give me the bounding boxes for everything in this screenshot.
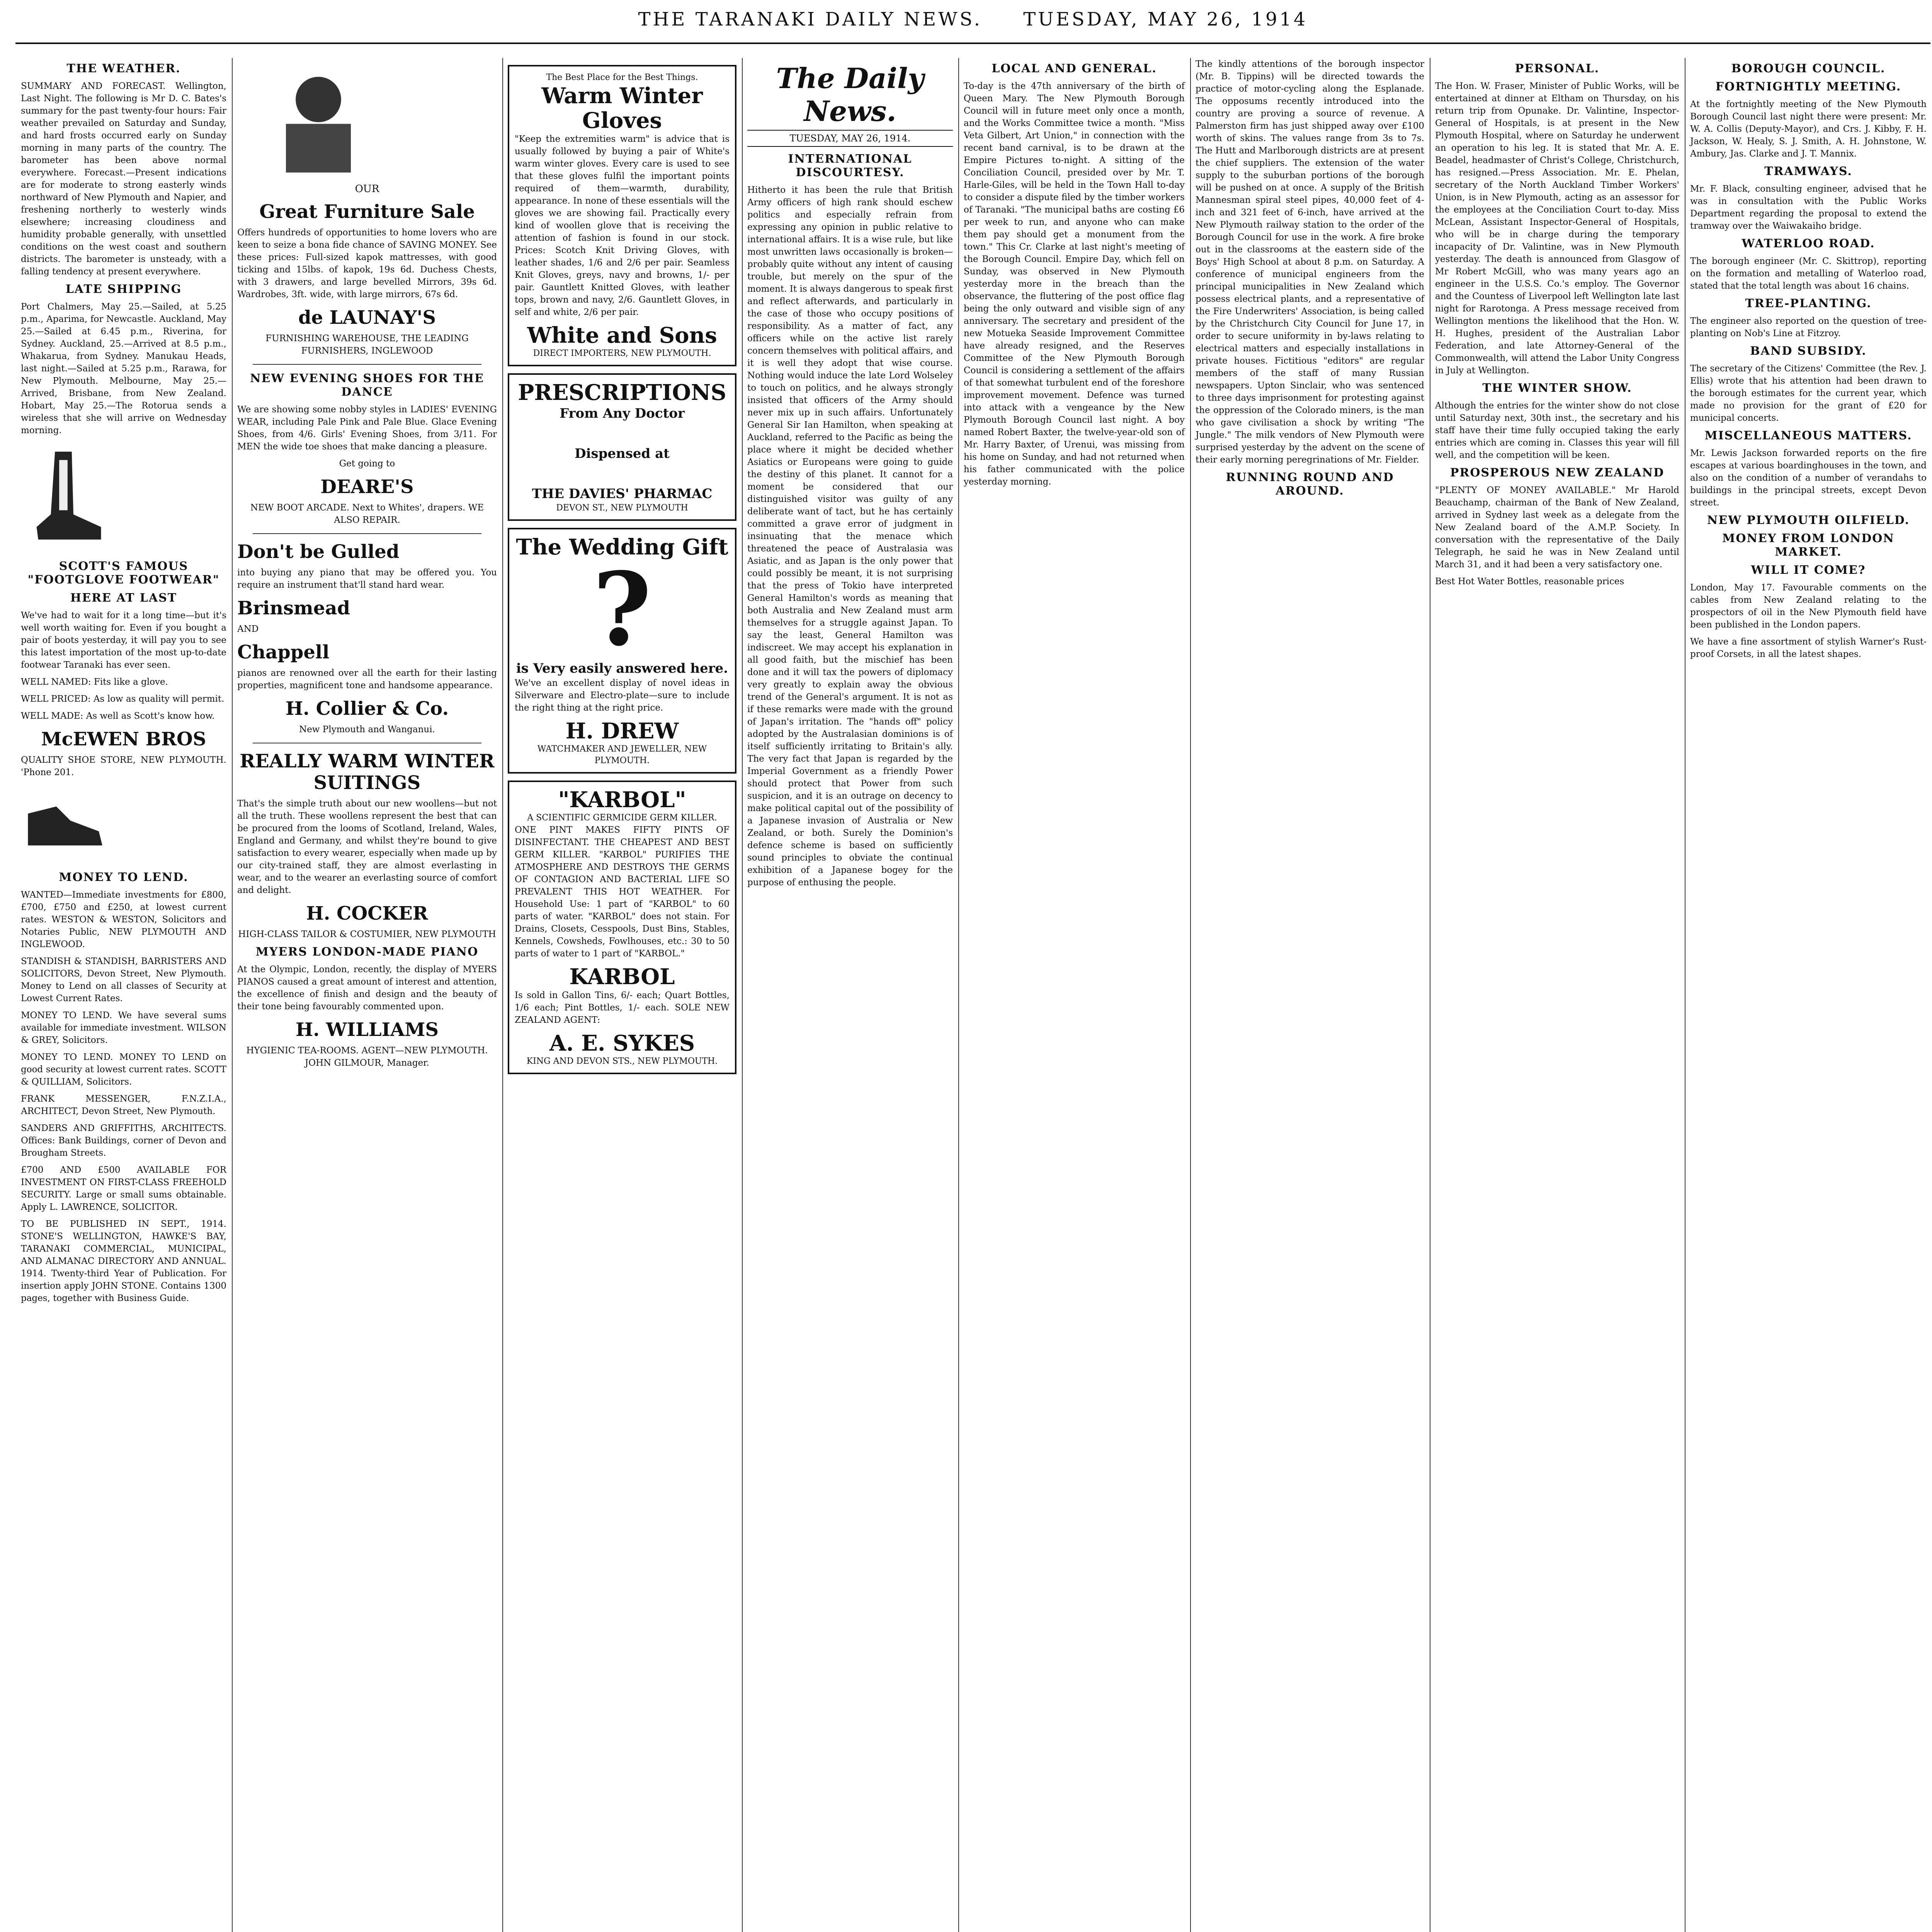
tramways-heading: TRAMWAYS. [1764,165,1852,178]
sanders-ad: SANDERS AND GRIFFITHS, ARCHITECTS. Offices: Bank Buildings, corner of Devon and Brougham Streets. [21,1123,226,1158]
white-sons-sub: DIRECT IMPORTERS, NEW PLYMOUTH. [533,349,711,358]
karbol-text: ONE PINT MAKES FIFTY PINTS OF DISINFECTANT. THE CHEAPEST AND BEST GERM KILLER. "KARBOL" PURIFIES THE ATMOSPHERE AND DESTROYS THE GERMS OF CONTAGION AND BACTERIAL LIFE SO PREVALENT THIS HOT WEATHER. For Household Use: 1 part of "KARBOL" to 60 parts of water. "KARBOL" does not stain. For Drains, Closets, Cesspools, Dust Bins, Stables, Kennels, Cowsheds, Fowlhouses, etc.: 30 to 50 parts of water to 1 part of "KARBOL." [515,825,730,959]
suitings-text: That's the simple truth about our new woollens—but not all the truth. These woollens represent the best that can be procured from the looms of Scotland, Ireland, Wales, England and Germany, and whilst they're bound to give satisfaction to every wearer, especially when made up by our city-trained staff, they are almost everlasting in wear, and to the wearer an everlasting source of comfort and delight. [237,799,497,895]
standish-ad: STANDISH & STANDISH, BARRISTERS AND SOLICITORS, Devon Street, New Plymouth. Money to Lend on all classes of Security at Lowest Current Rates. [21,956,226,1003]
band-text: The secretary of the Citizens' Committee (the Rev. J. Ellis) wrote that his attention had been drawn to the borough estimates for the current year, which made no provision for the grant of £20 for municipal concerts. [1690,364,1927,423]
hot-water-bottles: Best Hot Water Bottles, reasonable prices [1435,577,1624,587]
gulled-text: into buying any piano that may be offered you. You require an instrument that'll stand hard wear. [237,568,497,590]
well-named: WELL NAMED: Fits like a glove. [21,677,168,687]
messenger-ad: FRANK MESSENGER, F.N.Z.I.A., ARCHITECT, Devon Street, New Plymouth. [21,1094,226,1116]
chappell: Chappell [237,641,330,663]
deare-pre: Get going to [339,459,395,469]
karbol-ad [508,781,736,1074]
borough-sub: FORTNIGHTLY MEETING. [1715,80,1901,94]
column-5 [958,58,1190,1932]
well-made: WELL MADE: As well as Scott's know how. [21,711,215,721]
misc-text: Mr. Lewis Jackson forwarded reports on the fire escapes at various boardinghouses in the town, and also on the condition of a number of verandahs to buildings in the principal streets, except Devon street. [1690,448,1927,508]
masthead-title: THE TARANAKI DAILY NEWS. [638,9,982,30]
personal-text: The Hon. W. Fraser, Minister of Public Works, will be entertained at dinner at Eltham on Thursday, on his return trip from Opunake. Dr. Valintine, Inspector-General of Hospitals, is at present in the New Plymouth Hospital, where on Saturday he underwent an operation to his leg. It is stated that Mr. A. E. Beadel, headmaster of Christ's College, Christchurch, has resigned.—Press Association. Mr. E. Phelan, secretary of the North Auckland Timber Workers' Union, is in New Plymouth, acting as an assessor for the employees at the Conciliation Court to-day. Miss McLean, Assistant Inspector-General of Hospitals, who will be in charge during the temporary incapacity of Dr. Valintine, was in New Plymouth yesterday. The death is announced from Glasgow of Mr Robert McGill, who was many years ago an engineer in the U.S.S. Co.'s employ. The Governor and the Countess of Liverpool left Wellington late last night for Rarotonga. A Press message received from Wellington mentions the likelihood that the Hon. W. H. Hughes, president of the Australian Labor Federation, and late Attorney-General of the Commonwealth, will attend the Labor Unity Congress in July at Wellington. [1435,81,1679,376]
column-3 [502,58,742,1932]
davies-pharmacy: THE DAVIES' PHARMAC [532,486,713,502]
gloves-text: "Keep the extremities warm" is advice that is usually followed by buying a pair of White's warm winter gloves. Every care is used to see that these gloves fulfil the important points required of them—warmth, durability, appearance. In none of these essentials will the gloves we are showing fail. Practically every kind of woollen glove that is receiving the attention of fashion is found in our stock. Prices: Scotch Knit Driving Gloves, with leather shades, 1/6 and 2/6 per pair. Seamless Knit Gloves, greys, navy and browns, 1/- per pair. Gauntlett Knitted Gloves, with leather tops, brown and navy, 2/6. Gauntlett Gloves, in self and white, 2/6 per pair. [515,134,730,317]
weather-heading: THE WEATHER. [66,62,181,75]
band-heading: BAND SUBSIDY. [1750,344,1867,358]
furniture-heading: Great Furniture Sale [259,201,475,223]
karbol-sub: A SCIENTIFIC GERMICIDE GERM KILLER. [527,813,717,823]
myers-text: At the Olympic, London, recently, the display of MYERS PIANOS caused a great amount of interest and attention, the excellence of finish and design and the beauty of their tone being favourably commented upon. [237,964,497,1012]
gloves-heading: Warm Winter Gloves [541,83,703,133]
cocker-name: H. COCKER [306,903,428,924]
wedding-ad [508,528,736,774]
sykes-name: A. E. SYKES [549,1031,695,1056]
cocker-sub: HIGH-CLASS TAILOR & COSTUMIER, NEW PLYMOUTH [238,929,496,939]
waterloo-heading: WATERLOO ROAD. [1742,237,1875,250]
nameplate: The Daily News. [776,62,924,128]
winter-show-heading: THE WINTER SHOW. [1482,381,1632,395]
masthead-date: TUESDAY, MAY 26, 1914 [1023,9,1308,30]
suitings-heading: REALLY WARM WINTER SUITINGS [240,750,495,794]
launay-sub: FURNISHING WAREHOUSE, THE LEADING FURNISHERS, INGLEWOOD [265,333,469,356]
wedding-heading: The Wedding Gift [516,534,728,560]
prescriptions: PRESCRIPTIONS [518,380,726,405]
investment-ad: £700 AND £500 AVAILABLE FOR INVESTMENT ON FIRST-CLASS FREEHOLD SECURITY. Large or small sums obtainable. Apply L. LAWRENCE, SOLICITOR. [21,1165,226,1212]
gulled-heading: Don't be Gulled [237,541,400,563]
shoe-illustration [21,789,106,859]
winter-show-text: Although the entries for the winter show do not close until Saturday next, 30th inst., the secretary and his staff have their time fully occupied taking the early entries which are coming in. Classes this year will fill well, and the competition will be keen. [1435,401,1679,460]
evening-shoes-heading: NEW EVENING SHOES FOR THE DANCE [250,372,484,399]
oilfield-sub: MONEY FROM LONDON MARKET. [1722,532,1895,559]
footglove-text: We've had to wait for it a long time—but it's well worth waiting for. Even if you bought a pair of boots yesterday, it will pay you to see this latest importation of the most up-to-date footwear Taranaki has ever seen. [21,611,226,670]
misc-heading: MISCELLANEOUS MATTERS. [1704,429,1912,442]
deare-name: DEARE'S [320,476,414,498]
boot-illustration [21,447,106,548]
dateline: TUESDAY, MAY 26, 1914. [747,130,953,147]
masthead-rule [15,43,1930,44]
furniture-text: Offers hundreds of opportunities to home lovers who are keen to seize a bona fide chance of SAVING MONEY. See these prices: Full-sized kapok mattresses, with good ticking and 15lbs. of kapok, 19s 6d. Duchess Chests, with 3 drawers, and large bevelled Mirrors, 39s 6d. Wardrobes, 3ft. wide, with large mirrors, 67s 6d. [237,228,497,299]
editorial-heading: INTERNATIONAL DISCOURTESY. [788,152,912,179]
personal-heading: PERSONAL. [1515,62,1600,75]
question-mark: ? [592,551,652,668]
tree-text: The engineer also reported on the question of tree-planting on Nob's Line at Fitzroy. [1690,316,1927,338]
masthead [0,0,1932,39]
weather-text: SUMMARY AND FORECAST. Wellington, Last Night. The following is Mr D. C. Bates's summary for the past twenty-four hours: Fair weather prevailed on Saturday and Sunday, and hard frosts occurred early on Sunday morning in many parts of the country. The barometer has been above normal everywhere. Forecast.—Present indications are for moderate to strong easterly winds northward of New Plymouth and Napier, and freshening northerly to westerly winds elsewhere; increasing cloudiness and humidity probable generally, with unsettled conditions on the west coast and southern districts. The barometer is unsteady, with a falling tendency at present everywhere. [21,81,226,277]
waterloo-text: The borough engineer (Mr. C. Skittrop), reporting on the formation and metalling of Waterloo road, stated that the total length was about 16 chains. [1690,256,1927,291]
local-general-heading: LOCAL AND GENERAL. [992,62,1157,75]
directory-ad: TO BE PUBLISHED IN SEPT., 1914. STONE'S WELLINGTON, HAWKE'S BAY, TARANAKI COMMERCIAL, MUNICIPAL, AND ALMANAC DIRECTORY AND ANNUAL. 1914. Twenty-third Year of Publication. For insertion apply JOHN STONE. Contains 1300 pages, together with Business Guide. [21,1219,226,1303]
piano-text: pianos are renowned over all the earth for their lasting properties, magnificent tone and handsome appearance. [237,668,497,690]
drew-name: H. DREW [565,718,679,744]
prosperous-text: "PLENTY OF MONEY AVAILABLE." Mr Harold Beauchamp, chairman of the Bank of New Zealand, arrived in Sydney last week as a delegate from the New Zealand board of the A.M.P. Society. In conversation with the representative of the Daily Telegraph, he said he was in New Zealand until March 31, and it had been a very satisfactory one. [1435,485,1679,570]
dispensed-at: Dispensed at [575,446,670,461]
column-2 [232,58,502,1932]
tree-heading: TREE-PLANTING. [1745,297,1872,310]
mcewen-sub: QUALITY SHOE STORE, NEW PLYMOUTH. 'Phone 201. [21,755,226,777]
karbol-heading-2: KARBOL [569,964,675,990]
karbol-heading: "KARBOL" [558,787,686,813]
column-4 [742,58,958,1932]
gloves-ad [508,65,736,366]
evening-shoes-text: We are showing some nobby styles in LADIES' EVENING WEAR, including Pale Pink and Pale Blue. Glace Evening Shoes, from 4/6. Girls' Evening Shoes, from 3/11. For MEN the wide toe shoes that make dancing a pleasure. [237,405,497,452]
column-7 [1430,58,1685,1932]
launay-name: de LAUNAY'S [298,307,436,328]
white-sons: White and Sons [527,323,717,348]
williams-name: H. WILLIAMS [295,1019,439,1041]
column-1 [15,58,232,1932]
footglove-heading: SCOTT'S FAMOUS "FOOTGLOVE FOOTWEAR" [27,560,220,587]
money-ad-3: MONEY TO LEND. MONEY TO LEND on good security at lowest current rates. SCOTT & QUILLIAM, Solicitors. [21,1052,226,1087]
drew-text: We've an excellent display of novel ideas in Silverware and Electro-plate—sure to include the right thing at the right price. [515,678,730,713]
collier-name: H. Collier & Co. [285,698,449,719]
separator [253,364,481,365]
answered-text: is Very easily answered here. [516,661,728,676]
pharmacy-ad [508,373,736,521]
money-heading: MONEY TO LEND. [59,871,189,884]
furniture-illustration [237,62,400,178]
oilfield-heading: NEW PLYMOUTH OILFIELD. [1707,514,1910,527]
shipping-text: Port Chalmers, May 25.—Sailed, at 5.25 p.m., Aparima, for Newcastle. Auckland, May 25.—Sailed at 6.45 p.m., Riverina, for Sydney. Auckland, 25.—Arrived at 8.5 p.m., Whakarua, from Sydney. Manukau Heads, last night.—Sailed at 5.25 p.m., Rarawa, for New Plymouth. Melbourne, May 25.—Arrived, Brisbane, from New Zealand. Hobart, May 25.—The Rotorua sends a wireless that she will arrive on Wednesday morning. [21,302,226,435]
borough-heading: BOROUGH COUNCIL. [1731,62,1886,75]
mcewen-bros: McEWEN BROS [41,728,206,750]
well-priced: WELL PRICED: As low as quality will permit. [21,694,224,704]
money-ad-2: MONEY TO LEND. We have several sums available for immediate investment. WILSON & GREY, Solicitors. [21,1010,226,1045]
borough-text: At the fortnightly meeting of the New Plymouth Borough Council last night there were present: Mr. W. A. Collis (Deputy-Mayor), and Crs. J. Kibby, F. H. Jackson, W. Healy, S. J. Smith, A. H. Johnstone, W. Ambury, Jas. Clarke and J. T. Mannix. [1690,99,1927,159]
collier-sub: New Plymouth and Wanganui. [299,724,435,735]
separator [253,533,481,534]
local-general-text: To-day is the 47th anniversary of the birth of Queen Mary. The New Plymouth Borough Council will in future meet only once a month, and the Works Committee twice a month. "Miss Veta Gilbert, Art Union," in connection with the recent band carnival, is to be drawn at the Empire Pictures to-night. A sitting of the Conciliation Council, presided over by Mr. T. Harle-Giles, will be held in the Town Hall to-day to consider a dispute filed by the timber workers of Taranaki. "The municipal baths are costing £6 per week to run, and anyone who can make them pay should get a monument from the town." This Cr. Clarke at last night's meeting of the Borough Council. Empire Day, which fell on Sunday, was observed in New Plymouth yesterday more in the breach than the observance, the fluttering of the post office flag being the only outward and visible sign of any anniversary. The secretary and president of the new Motueka Seaside Improvement Committee have already resigned, and the Reserves Committee of the New Plymouth Borough Council is considering a settlement of the affairs of that somewhat turbulent end of the foreshore improvement movement. Defence was turned into attack with a vengeance by the New Plymouth Borough Council last night. A boy named Robert Baxter, the twelve-year-old son of Mr. Harry Baxter, of Urenui, was missing from his home on Sunday, and had not returned when his father communicated with the police yesterday morning. [964,81,1185,487]
tramways-text: Mr. F. Black, consulting engineer, advised that he was in consultation with the Public Works Department regarding the proposal to extend the tramway over the Waiwakaiho bridge. [1690,184,1927,231]
column-6-text: The kindly attentions of the borough inspector (Mr. B. Tippins) will be directed towards the practice of motor-cycling along the Esplanade. The opposums recently introduced into the country are proving a source of revenue. A Palmerston firm has just shipped away over £100 worth of skins. The values range from 3s to 7s. The Hutt and Marlborough districts are at present the chief suppliers. The extension of the water supply to the suburban portions of the borough will be pushed on at once. A supply of the British Mannesman spiral steel pipes, 40,000 feet of 4-inch and 321 feet of 6-inch, have arrived at the New Plymouth railway station to the order of the Borough Council for use in the work. A fire broke out in the classrooms at the eastern side of the Boys' High School at about 8 p.m. on Saturday. A conference of municipal engineers from the principal municipalities in New Zealand which possess electrical plants, and a representative of the Fire Underwriters' Association, is being called by the Christchurch City Council for June 17, in order to secure uniformity in by-laws relating to electrical matters and especially installations in private houses. Fictitious "editors" are regular members of the staff of many Russian newspapers. Upton Sinclair, who was sentenced to three days imprisonment for protesting against the oppression of the Colorado miners, is the man who gave civilisation a shock by writing "The Jungle." The milk vendors of New Plymouth were surprised yesterday by the advent on the scene of their early morning peregrinations of Mr. Fielder. [1196,59,1424,465]
editorial-text: Hitherto it has been the rule that British Army officers of high rank should eschew politics and especially refrain from expressing any opinion in public relative to international affairs. It is a wise rule, but like most unwritten laws occasionally is broken—probably quite without any intent of causing trouble, but merely on the spur of the moment. It is always dangerous to speak first and reflect afterwards, and particularly in the case of those who occupy positions of responsibility. As a matter of fact, any officers while on the active list rarely concern themselves with political affairs, and it is well they adopt that wise course. Nothing would induce the late Lord Wolseley to touch on politics, and he always strongly insisted that officers of the Army should never mix up in such affairs. Unfortunately General Sir Ian Hamilton, when speaking at Auckland, referred to the Pacific as being the place where it might be decided whether Asiatics or Europeans were going to guide the destiny of this planet. It cannot for a moment be considered that our distinguished visitor was guilty of any deliberate want of tact, but he has certainly committed a grave error of judgment in insinuating that the menace which threatened the peace of Australasia was Asiatic, and as Japan is the only power that could possibly be meant, it is not surprising that the press of Tokio have interpreted General Hamilton's words as meaning that both Australia and New Zealand must arm themselves for a struggle against Japan. To say the least, General Hamilton was indiscreet. We may accept his explanation in all good faith, but the mischief has been done and it will tax the powers of diplomacy very greatly to explain away the obvious trend of the General's argument. It is not as if these remarks were made with the ground of Japan's irritation. The "hands off" policy adopted by the Australasian dominions is of itself sufficiently irritating to Britain's ally. The very fact that Japan is regarded by the Imperial Government as a friendly Power should protect that Power from such suspicion, and it is an outrage on decency to make political capital out of the possibility of a Japanese invasion of Australia or New Zealand, or both. Surely the Dominion's defence scheme is based on sufficiently sound principles to obviate the continual exhibition of a Japanese bogey for the purpose of enthusing the people. [747,185,953,888]
and-text: AND [237,624,259,634]
money-text: WANTED—Immediate investments for £800, £700, £750 and £250, at lowest current rates. WESTON & WESTON, Solicitors and Notaries Public, NEW PLYMOUTH AND INGLEWOOD. [21,890,226,949]
here-at-last: HERE AT LAST [70,591,177,605]
williams-sub: HYGIENIC TEA-ROOMS. AGENT—NEW PLYMOUTH. JOHN GILMOUR, Manager. [246,1046,488,1068]
corsets-text: We have a fine assortment of stylish Warner's Rust-proof Corsets, in all the latest shapes. [1690,637,1927,659]
running-round-heading: RUNNING ROUND AND AROUND. [1226,471,1394,498]
shipping-heading: LATE SHIPPING [65,282,182,296]
davies-sub: DEVON ST., NEW PLYMOUTH [556,503,688,513]
any-doctor: From Any Doctor [560,406,685,421]
sykes-sub: KING AND DEVON STS., NEW PLYMOUTH. [526,1056,718,1066]
myers-heading: MYERS LONDON-MADE PIANO [255,945,479,959]
brinsmead: Brinsmead [237,597,350,619]
gloves-tagline: The Best Place for the Best Things. [546,73,698,82]
oilfield-sub-2: WILL IT COME? [1751,563,1866,577]
prosperous-heading: PROSPEROUS NEW ZEALAND [1450,466,1665,480]
deare-sub: NEW BOOT ARCADE. Next to Whites', drapers. WE ALSO REPAIR. [250,503,484,525]
figure-caption: OUR [355,183,379,195]
karbol-text-2: Is sold in Gallon Tins, 6/- each; Quart Bottles, 1/6 each; Pint Bottles, 1/- each. SOLE NEW ZEALAND AGENT: [515,990,730,1025]
column-6 [1190,58,1430,1932]
oilfield-text: London, May 17. Favourable comments on the cables from New Zealand relating to the prospectors of oil in the New Plymouth field have been published in the London papers. [1690,583,1927,630]
column-8 [1685,58,1932,1932]
drew-sub: WATCHMAKER AND JEWELLER, NEW PLYMOUTH. [537,744,707,765]
